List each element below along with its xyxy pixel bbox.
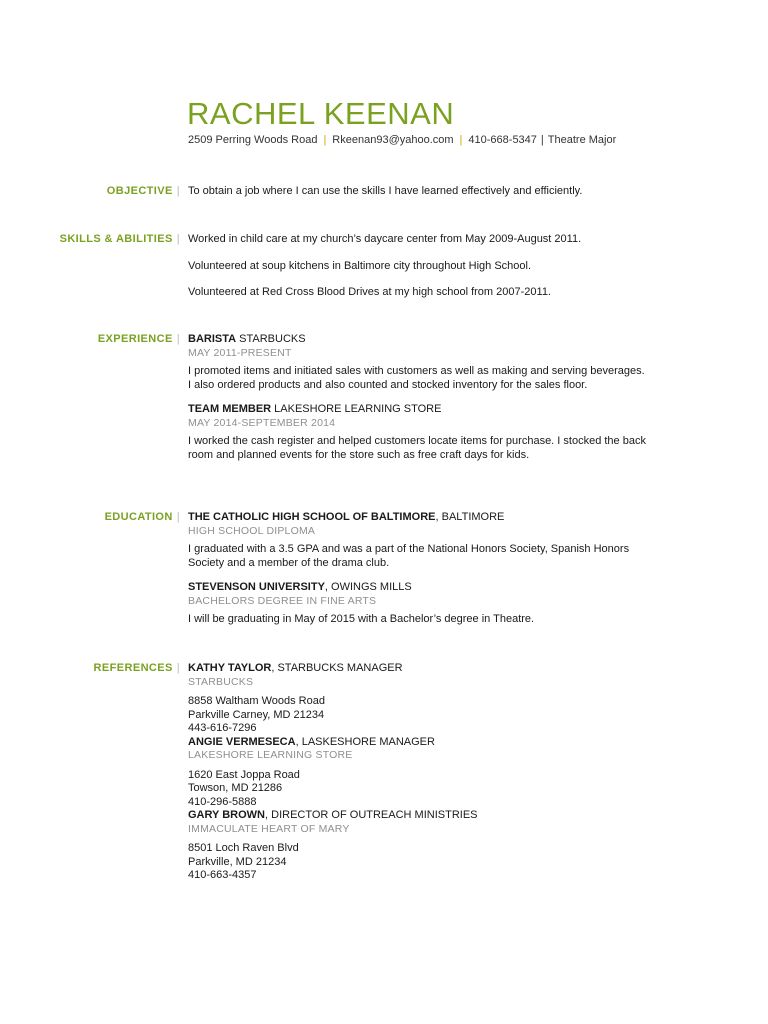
- reference-city: Parkville Carney, MD 21234: [188, 708, 325, 721]
- job-description: I promoted items and initiated sales with customers as well as making and serving beverages. I also ordered products and also counted and stocked inventory for the sales floor.: [188, 365, 645, 391]
- reference-city: Parkville, MD 21234: [188, 855, 287, 868]
- section-label: SKILLS & ABILITIES |: [59, 233, 180, 245]
- contact-phone: 410-668-5347: [468, 134, 537, 146]
- resume-name: RACHEL KEENAN: [187, 96, 455, 131]
- job-description: I worked the cash register and helped customers locate items for purchase. I stocked the back room and planned events for the store such as free craft days for kids.: [188, 435, 646, 461]
- contact-separator: |: [540, 134, 544, 146]
- objective-text: To obtain a job where I can use the skills I have learned effectively and efficiently.: [188, 185, 583, 197]
- skill-item: Volunteered at Red Cross Blood Drives at my high school from 2007-2011.: [188, 286, 551, 298]
- skill-item: Worked in child care at my church’s daycare center from May 2009-August 2011.: [188, 233, 582, 245]
- section-label: REFERENCES |: [93, 662, 180, 674]
- job-title: TEAM MEMBER: [188, 403, 272, 415]
- reference-name: ANGIE VERMESECA: [188, 735, 296, 748]
- reference-org: LAKESHORE LEARNING STORE: [188, 749, 353, 761]
- reference-entry: ANGIE VERMESECA, LASKESHORE MANAGER LAKESHORE LEARNING STORE 1620 East Joppa Road Towson, MD 21286 410-296-5888: [188, 736, 648, 810]
- reference-street: 8501 Loch Raven Blvd: [188, 842, 299, 854]
- school-degree: HIGH SCHOOL DIPLOMA: [188, 524, 316, 537]
- education-list: [188, 511, 648, 638]
- section-label: OBJECTIVE |: [106, 185, 180, 197]
- contact-major: Theatre Major: [547, 134, 617, 146]
- school-description: I graduated with a 3.5 GPA and was a part of the National Honors Society, Spanish Honors Society and a member of the drama club.: [188, 543, 630, 569]
- reference-org: STARBUCKS: [188, 675, 254, 688]
- job-dates: MAY 2014-SEPTEMBER 2014: [188, 416, 336, 429]
- reference-title: DIRECTOR OF OUTREACH MINISTRIES: [271, 809, 478, 821]
- reference-phone: 410-663-4357: [188, 869, 257, 881]
- job-company: STARBUCKS: [239, 333, 306, 345]
- experience-list: [188, 333, 648, 473]
- contact-separator: |: [459, 134, 463, 146]
- school-name: THE CATHOLIC HIGH SCHOOL OF BALTIMORE: [188, 511, 436, 523]
- contact-line: [188, 134, 616, 146]
- reference-city: Towson, MD 21286: [188, 782, 283, 794]
- school-location: OWINGS MILLS: [331, 581, 412, 593]
- school-description: I will be graduating in May of 2015 with a Bachelor’s degree in Theatre.: [188, 613, 535, 625]
- job-entry: [188, 403, 648, 462]
- school-entry: THE CATHOLIC HIGH SCHOOL OF BALTIMORE, BALTIMORE HIGH SCHOOL DIPLOMA I graduated with a 3.5 GPA and was a part of the National Honors Society, Spanish Honors Society and a member of the drama club.: [188, 511, 648, 570]
- contact-email: Rkeenan93@yahoo.com: [332, 134, 454, 146]
- reference-title: LASKESHORE MANAGER: [301, 735, 435, 748]
- reference-name: GARY BROWN: [188, 809, 265, 821]
- school-name: STEVENSON UNIVERSITY: [188, 581, 325, 593]
- reference-title: STARBUCKS MANAGER: [277, 662, 403, 674]
- school-entry: STEVENSON UNIVERSITY, OWINGS MILLS BACHELORS DEGREE IN FINE ARTS I will be graduating in May of 2015 with a Bachelor’s degree in Theatre.: [188, 581, 648, 627]
- references-list: [188, 662, 648, 883]
- reference-entry: KATHY TAYLOR, STARBUCKS MANAGER STARBUCKS 8858 Waltham Woods Road Parkville Carney, MD 21234 443-616-7296: [188, 662, 648, 736]
- job-title: BARISTA: [188, 333, 237, 345]
- reference-phone: 443-616-7296: [188, 722, 257, 734]
- school-location: BALTIMORE: [441, 511, 505, 523]
- skills-list: [188, 233, 648, 313]
- reference-street: 1620 East Joppa Road: [188, 768, 300, 781]
- skill-item: Volunteered at soup kitchens in Baltimore city throughout High School.: [188, 259, 532, 272]
- school-degree: BACHELORS DEGREE IN FINE ARTS: [188, 594, 377, 607]
- reference-org: IMMACULATE HEART OF MARY: [188, 822, 350, 835]
- reference-name: KATHY TAYLOR: [188, 662, 272, 674]
- section-label: EDUCATION |: [104, 511, 180, 523]
- job-entry: [188, 333, 648, 392]
- reference-street: 8858 Waltham Woods Road: [188, 695, 325, 707]
- contact-address: 2509 Perring Woods Road: [188, 134, 318, 146]
- job-dates: MAY 2011-PRESENT: [188, 346, 292, 359]
- section-label: EXPERIENCE |: [97, 333, 180, 345]
- reference-entry: GARY BROWN, DIRECTOR OF OUTREACH MINISTRIES IMMACULATE HEART OF MARY 8501 Loch Raven Blvd Parkville, MD 21234 410-663-4357: [188, 809, 648, 883]
- job-company: LAKESHORE LEARNING STORE: [274, 403, 442, 415]
- reference-phone: 410-296-5888: [188, 795, 257, 808]
- contact-separator: |: [323, 134, 327, 146]
